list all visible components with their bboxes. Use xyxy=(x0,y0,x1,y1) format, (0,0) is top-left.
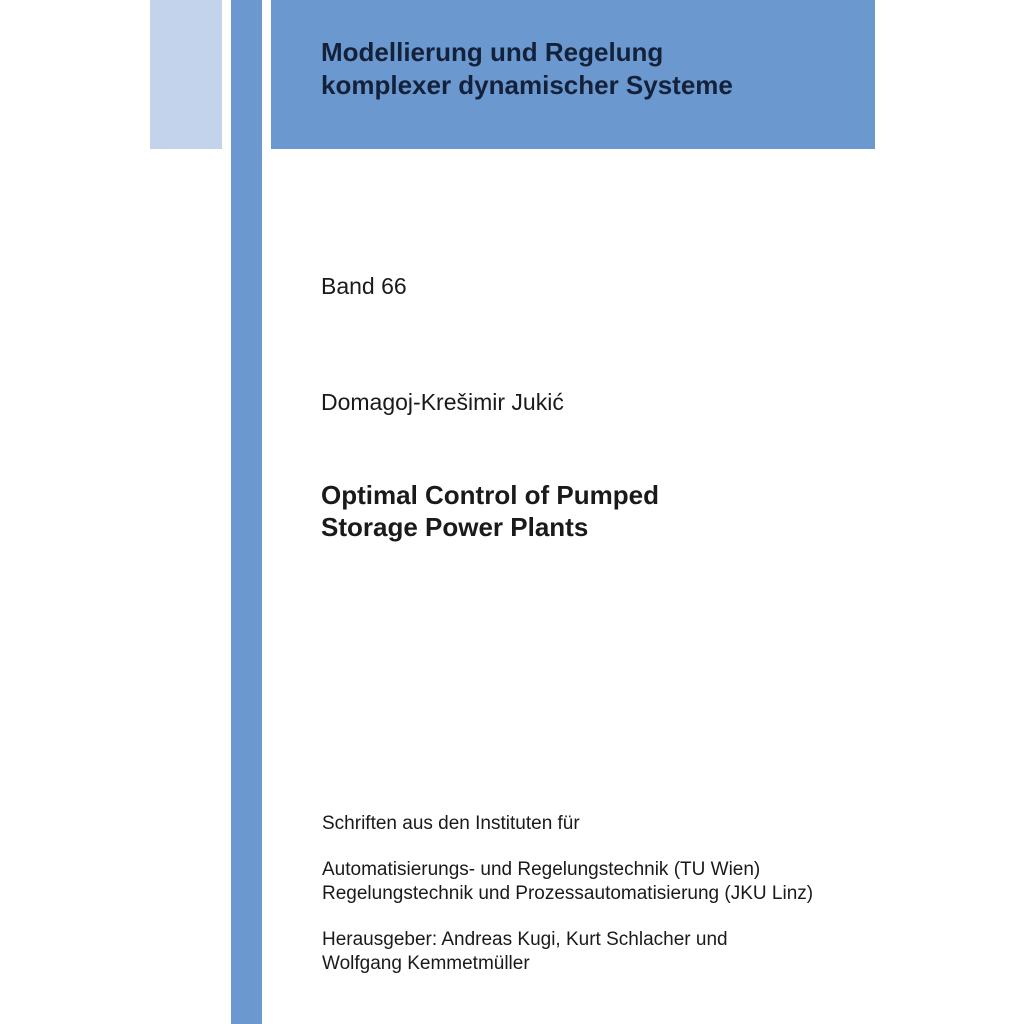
series-title-line2: komplexer dynamischer Systeme xyxy=(321,70,733,100)
book-title xyxy=(321,479,841,543)
author-name: Domagoj-Krešimir Jukić xyxy=(321,389,564,415)
footer-intro: Schriften aus den Instituten für xyxy=(322,813,580,834)
series-header-band xyxy=(271,0,875,149)
book-title-line2: Storage Power Plants xyxy=(321,512,589,542)
footer-editors-line1: Herausgeber: Andreas Kugi, Kurt Schlacher und xyxy=(322,929,728,950)
footer-institute-2: Regelungstechnik und Prozessautomatisierung (JKU Linz) xyxy=(322,883,814,904)
series-title-line1: Modellierung und Regelung xyxy=(321,37,664,67)
volume-number: Band 66 xyxy=(321,273,407,299)
decorative-vertical-stripe xyxy=(231,0,262,1024)
book-title-line1: Optimal Control of Pumped xyxy=(321,480,659,510)
footer-editors-line2: Wolfgang Kemmetmüller xyxy=(322,953,530,974)
decorative-light-block xyxy=(150,0,222,149)
publisher-info xyxy=(322,812,882,976)
footer-institute-1: Automatisierungs- und Regelungstechnik (TU Wien) xyxy=(322,859,761,880)
series-title xyxy=(321,36,861,102)
